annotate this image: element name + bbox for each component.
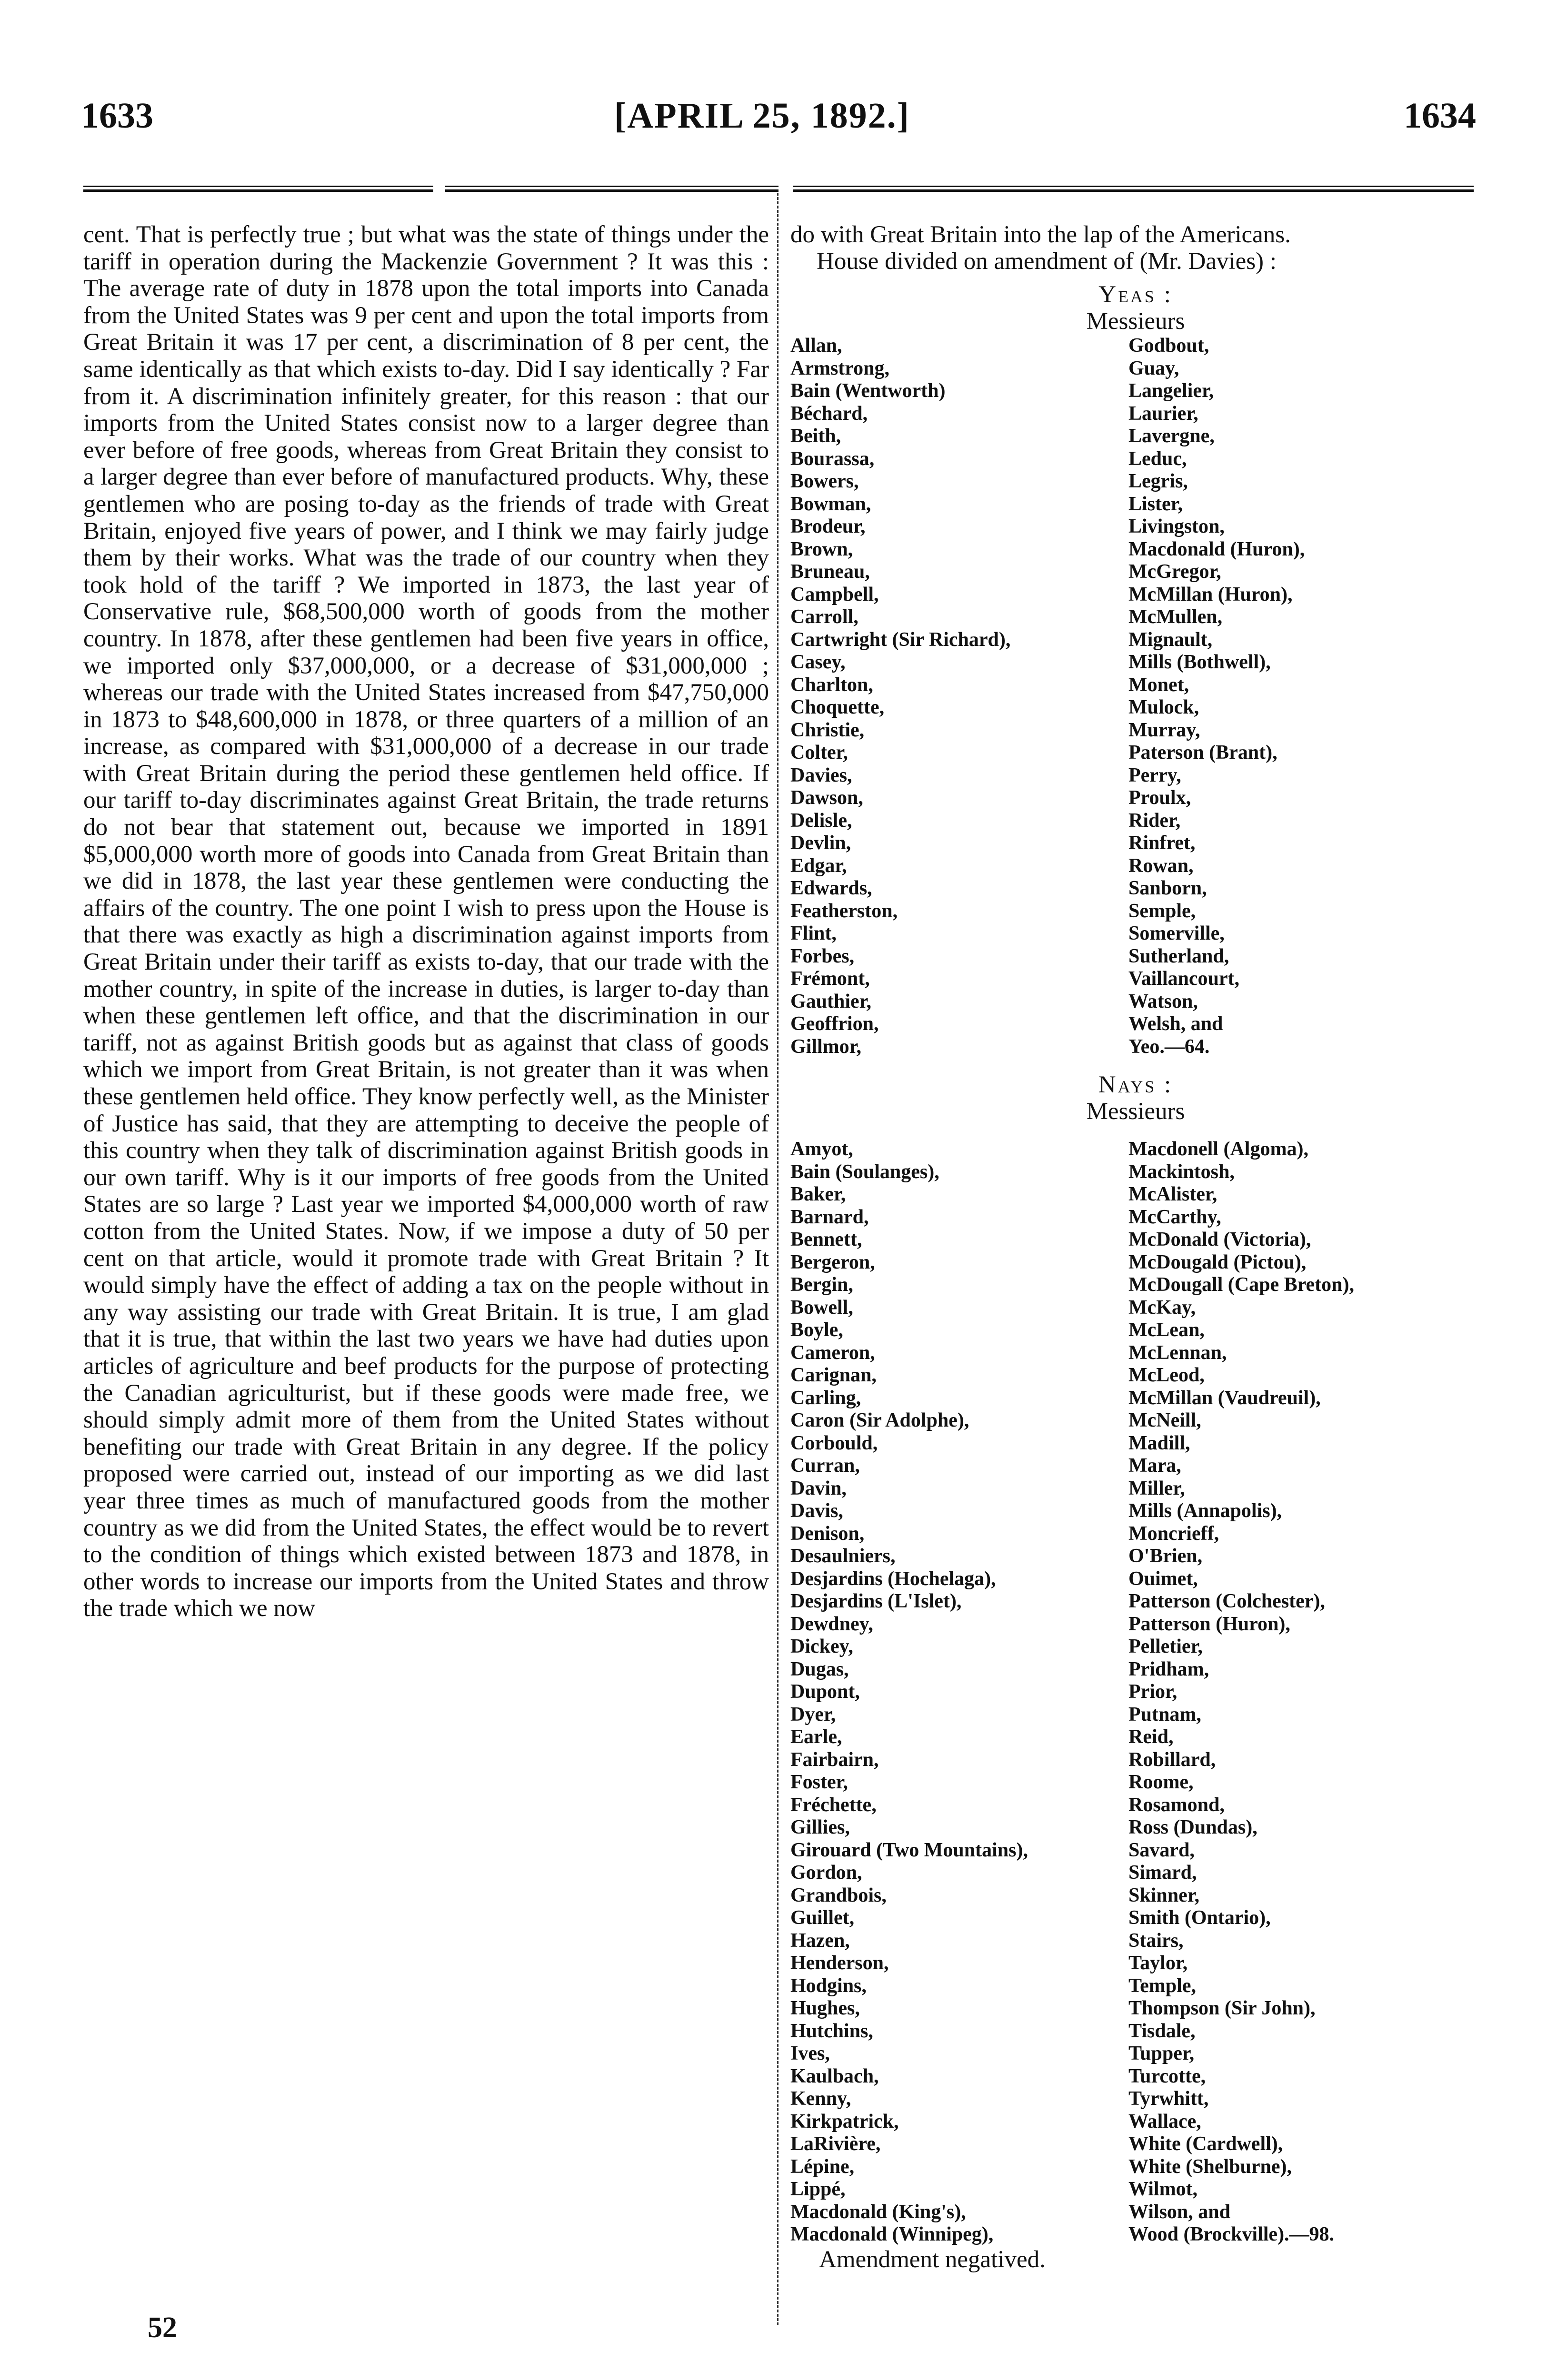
header-rule-middle [445, 186, 778, 192]
member-name: Delisle, [790, 809, 852, 832]
member-name: Simard, [1128, 1862, 1197, 1884]
member-name: Sanborn, [1128, 877, 1207, 899]
member-name: Turcotte, [1128, 2065, 1206, 2087]
page-footer-number: 52 [148, 2311, 177, 2344]
member-name: Vaillancourt, [1128, 968, 1239, 990]
member-name: Flint, [790, 922, 837, 944]
nays-messieurs: Messieurs [1086, 1098, 1185, 1125]
member-name: LaRivière, [790, 2133, 881, 2155]
member-name: Charlton, [790, 674, 873, 696]
member-name: McMullen, [1128, 606, 1223, 628]
member-name: Davis, [790, 1500, 843, 1522]
member-name: Kenny, [790, 2088, 851, 2110]
yeas-left-column [790, 335, 1128, 1058]
member-name: McLennan, [1128, 1341, 1227, 1364]
member-name: Boyle, [790, 1319, 843, 1341]
member-name: McDonald (Victoria), [1128, 1229, 1311, 1250]
member-name: Guay, [1128, 357, 1179, 379]
member-name: Carling, [790, 1387, 861, 1409]
member-name: Edgar, [790, 854, 847, 877]
member-name: McDougall (Cape Breton), [1128, 1274, 1354, 1296]
member-name: Gauthier, [790, 990, 871, 1012]
member-name: Rider, [1128, 809, 1181, 832]
member-name: Devlin, [790, 832, 851, 854]
nays-list [790, 1138, 1481, 2246]
member-name: Taylor, [1128, 1952, 1188, 1974]
member-name: Carroll, [790, 606, 858, 628]
member-name: Dugas, [790, 1658, 849, 1680]
member-name: Sutherland, [1128, 945, 1229, 967]
member-name: Carignan, [790, 1364, 877, 1386]
member-name: Somerville, [1128, 922, 1225, 944]
member-name: Robillard, [1128, 1748, 1216, 1771]
yeas-heading: Yeas : [1098, 281, 1173, 308]
member-name: Godbout, [1128, 335, 1209, 357]
member-name: Dyer, [790, 1703, 836, 1726]
member-name: Macdonell (Algoma), [1128, 1138, 1308, 1160]
member-name: Grandbois, [790, 1884, 887, 1906]
member-name: Bruneau, [790, 561, 870, 583]
member-name: Smith (Ontario), [1128, 1907, 1271, 1929]
member-name: Allan, [790, 335, 842, 357]
member-name: Brodeur, [790, 516, 866, 537]
member-name: Geoffrion, [790, 1013, 879, 1035]
member-name: Bowell, [790, 1296, 853, 1319]
member-name: Mulock, [1128, 696, 1199, 718]
member-name: Dawson, [790, 787, 863, 809]
member-name: Bergin, [790, 1274, 853, 1296]
member-name: Ouimet, [1128, 1567, 1198, 1590]
member-name: Rinfret, [1128, 832, 1196, 854]
amendment-result: Amendment negatived. [819, 2246, 1046, 2273]
member-name: Armstrong, [790, 357, 890, 379]
member-name: Hutchins, [790, 2020, 873, 2042]
member-name: Desaulniers, [790, 1545, 896, 1567]
member-name: Davies, [790, 764, 852, 786]
member-name: Yeo.—64. [1128, 1035, 1210, 1058]
member-name: Lavergne, [1128, 425, 1215, 447]
member-name: McCarthy, [1128, 1206, 1221, 1228]
member-name: Tupper, [1128, 2043, 1195, 2064]
member-name: Macdonald (King's), [790, 2201, 966, 2223]
member-name: Livingston, [1128, 516, 1225, 537]
member-name: McAlister, [1128, 1183, 1218, 1205]
member-name: Kirkpatrick, [790, 2110, 899, 2132]
member-name: Gillmor, [790, 1035, 861, 1058]
member-name: Cartwright (Sir Richard), [790, 628, 1011, 651]
member-name: McKay, [1128, 1296, 1196, 1319]
member-name: McDougald (Pictou), [1128, 1251, 1307, 1273]
member-name: Béchard, [790, 402, 868, 425]
member-name: Macdonald (Huron), [1128, 538, 1305, 560]
member-name: Wilson, and [1128, 2201, 1230, 2223]
member-name: Bourassa, [790, 447, 875, 470]
member-name: McGregor, [1128, 561, 1221, 583]
member-name: Rosamond, [1128, 1794, 1225, 1816]
member-name: Dewdney, [790, 1613, 873, 1635]
member-name: O'Brien, [1128, 1545, 1203, 1567]
member-name: Temple, [1128, 1974, 1196, 1997]
member-name: Pridham, [1128, 1658, 1209, 1680]
member-name: Kaulbach, [790, 2065, 879, 2087]
member-name: McMillan (Huron), [1128, 583, 1293, 605]
member-name: Mackintosh, [1128, 1160, 1235, 1183]
member-name: Dickey, [790, 1636, 853, 1657]
member-name: Watson, [1128, 990, 1198, 1012]
member-name: Laurier, [1128, 402, 1198, 425]
member-name: White (Shelburne), [1128, 2155, 1292, 2178]
member-name: Murray, [1128, 719, 1200, 741]
member-name: Savard, [1128, 1839, 1195, 1861]
member-name: Roome, [1128, 1771, 1194, 1793]
header-rule-right [793, 186, 1474, 192]
member-name: Bowers, [790, 470, 859, 492]
member-name: Casey, [790, 651, 846, 673]
left-column [83, 221, 769, 1622]
member-name: Tisdale, [1128, 2020, 1196, 2042]
member-name: Fairbairn, [790, 1748, 879, 1771]
member-name: Bergeron, [790, 1251, 875, 1273]
member-name: McNeill, [1128, 1409, 1201, 1431]
right-column [790, 221, 1481, 2273]
member-name: Semple, [1128, 900, 1196, 922]
member-name: Monet, [1128, 674, 1189, 696]
member-name: Rowan, [1128, 854, 1194, 877]
member-name: Denison, [790, 1522, 865, 1545]
member-name: Henderson, [790, 1952, 889, 1974]
member-name: McMillan (Vaudreuil), [1128, 1387, 1321, 1409]
member-name: Caron (Sir Adolphe), [790, 1409, 969, 1431]
member-name: Davin, [790, 1477, 847, 1499]
member-name: Frémont, [790, 968, 870, 990]
member-name: Legris, [1128, 470, 1188, 492]
member-name: Bennett, [790, 1229, 862, 1250]
speech-paragraph: cent. That is perfectly true ; but what was the state of things under the tariff in operation during the Mackenzie Government ? It was this : The average rate of duty in 1878 upon the total imports into Canada from the United States was 9 per cent and upon the total imports from Great Britain it was 17 per cent, a discrimination of 8 per cent, the same identically as that which exists to-day. Did I say identically ? Far from it. A discrimination infinitely greater, for this reason : that our imports from the United States consist now to a larger degree than ever before of free goods, whereas from Great Britain they consist to a larger degree than ever before of manufactured products. Why, these gentlemen who are posing to-day as the friends of trade with Great Britain, enjoyed five years of power, and I think we may fairly judge them by their works. What was the trade of our country when they took hold of the tariff ? We imported in 1873, the last year of Conservative rule, $68,500,000 worth of goods from the mother country. In 1878, after these gentlemen had been five years in office, we imported only $37,000,000, or a decrease of $31,000,000 ; whereas our trade with the United States increased from $47,750,000 in 1873 to $48,600,000 in 1878, or three quarters of a million of an increase, as compared with $31,000,000 of a decrease in our trade with Great Britain during the period these gentlemen held office. If our tariff to-day discriminates against Great Britain, the trade returns do not bear that statement out, because we imported in 1891 $5,000,000 worth more of goods into Canada from Great Britain than we did in 1878, the last year these gentlemen were conducting the affairs of the country. The one point I wish to press upon the House is that there was exactly as high a discrimination against imports from Great Britain under their tariff as exists to-day, that our trade with the mother country, in spite of the increase in duties, is larger to-day than when these gentlemen left office, and that the discrimination in our tariff, not as against British goods but as against that class of goods which we import from Great Britain, is not greater than it was when these gentlemen held office. They know perfectly well, as the Minister of Justice has said, that they are attempting to deceive the people of this country when they talk of discrimination against British goods in our own tariff. Why is it our imports of free goods from the United States are so large ? Last year we imported $4,000,000 worth of raw cotton from the United States. Now, if we impose a duty of 50 per cent on that article, would it promote trade with Great Britain ? It would simply have the effect of adding a tax on the people without in any way assisting our trade with Great Britain. It is true, I am glad that it is true, that within the last two years we have had duties upon articles of agriculture and beef products for the purpose of protecting the Canadian agriculturist, but if these goods were made free, we should simply admit more of them from the United States without benefiting our trade with Great Britain in any degree. If the policy proposed were carried out, instead of our importing as we did last year three times as much of manufactured goods from the mother country as we did from the United States, the effect would be to revert to the condition of things which existed between 1873 and 1878, in other words to increase our imports from the United States and throw the trade which we now [83, 221, 769, 1622]
member-name: Mara, [1128, 1455, 1181, 1477]
member-name: Stairs, [1128, 1929, 1184, 1952]
member-name: Patterson (Colchester), [1128, 1590, 1325, 1612]
member-name: Leduc, [1128, 447, 1187, 470]
member-name: Moncrieff, [1128, 1522, 1219, 1545]
yeas-messieurs: Messieurs [1086, 308, 1185, 335]
member-name: Madill, [1128, 1432, 1190, 1454]
member-name: Reid, [1128, 1726, 1174, 1748]
member-name: Patterson (Huron), [1128, 1613, 1290, 1635]
member-name: Ives, [790, 2043, 830, 2064]
page-number-left: 1633 [81, 96, 153, 136]
member-name: Lépine, [790, 2155, 855, 2178]
member-name: Mills (Annapolis), [1128, 1500, 1282, 1522]
member-name: Desjardins (Hochelaga), [790, 1567, 996, 1590]
member-name: Christie, [790, 719, 865, 741]
member-name: McLean, [1128, 1319, 1205, 1341]
member-name: Pelletier, [1128, 1636, 1203, 1657]
page-number-right: 1634 [1404, 96, 1476, 136]
member-name: Corbould, [790, 1432, 878, 1454]
member-name: Campbell, [790, 583, 879, 605]
member-name: Hazen, [790, 1929, 850, 1952]
member-name: Gillies, [790, 1816, 850, 1838]
member-name: Proulx, [1128, 787, 1191, 809]
member-name: Paterson (Brant), [1128, 742, 1278, 764]
member-name: Wallace, [1128, 2110, 1201, 2132]
member-name: Putnam, [1128, 1703, 1201, 1726]
member-name: Fréchette, [790, 1794, 877, 1816]
continuation-text: do with Great Britain into the lap of the Americans. [790, 221, 1291, 248]
date-heading: [APRIL 25, 1892.] [614, 96, 910, 136]
member-name: Forbes, [790, 945, 855, 967]
member-name: Bain (Soulanges), [790, 1160, 939, 1183]
member-name: Baker, [790, 1183, 846, 1205]
header-rule-left [83, 186, 433, 192]
member-name: Choquette, [790, 696, 885, 718]
member-name: Langelier, [1128, 380, 1214, 402]
nays-right-column [1128, 1138, 1481, 2246]
member-name: Barnard, [790, 1206, 869, 1228]
member-name: Lister, [1128, 493, 1183, 515]
member-name: Featherston, [790, 900, 898, 922]
yeas-right-column [1128, 335, 1481, 1058]
member-name: Ross (Dundas), [1128, 1816, 1258, 1838]
member-name: Bain (Wentworth) [790, 380, 946, 402]
member-name: Skinner, [1128, 1884, 1200, 1906]
member-name: Cameron, [790, 1341, 875, 1364]
member-name: Earle, [790, 1726, 842, 1748]
member-name: White (Cardwell), [1128, 2133, 1283, 2155]
column-divider [777, 193, 778, 2325]
member-name: Hughes, [790, 1997, 860, 2019]
member-name: Brown, [790, 538, 853, 560]
member-name: Thompson (Sir John), [1128, 1997, 1316, 2019]
member-name: Gordon, [790, 1862, 862, 1884]
member-name: Mills (Bothwell), [1128, 651, 1271, 673]
member-name: Guillet, [790, 1907, 855, 1929]
member-name: Miller, [1128, 1477, 1185, 1499]
member-name: Dupont, [790, 1681, 860, 1703]
yeas-list [790, 335, 1481, 1058]
member-name: Colter, [790, 742, 848, 764]
member-name: Amyot, [790, 1138, 853, 1160]
member-name: Desjardins (L'Islet), [790, 1590, 962, 1612]
member-name: Macdonald (Winnipeg), [790, 2223, 994, 2245]
member-name: McLeod, [1128, 1364, 1205, 1386]
nays-left-column [790, 1138, 1128, 2246]
member-name: Beith, [790, 425, 841, 447]
nays-heading: Nays : [1098, 1071, 1173, 1098]
member-name: Wood (Brockville).—98. [1128, 2223, 1335, 2245]
member-name: Perry, [1128, 764, 1181, 786]
member-name: Curran, [790, 1455, 860, 1477]
member-name: Lippé, [790, 2178, 846, 2200]
member-name: Tyrwhitt, [1128, 2088, 1209, 2110]
member-name: Wilmot, [1128, 2178, 1198, 2200]
member-name: Girouard (Two Mountains), [790, 1839, 1028, 1861]
division-intro: House divided on amendment of (Mr. Davies) : [817, 248, 1277, 275]
member-name: Prior, [1128, 1681, 1178, 1703]
member-name: Welsh, and [1128, 1013, 1223, 1035]
member-name: Bowman, [790, 493, 871, 515]
member-name: Hodgins, [790, 1974, 867, 1997]
member-name: Foster, [790, 1771, 848, 1793]
member-name: Mignault, [1128, 628, 1213, 651]
member-name: Edwards, [790, 877, 872, 899]
